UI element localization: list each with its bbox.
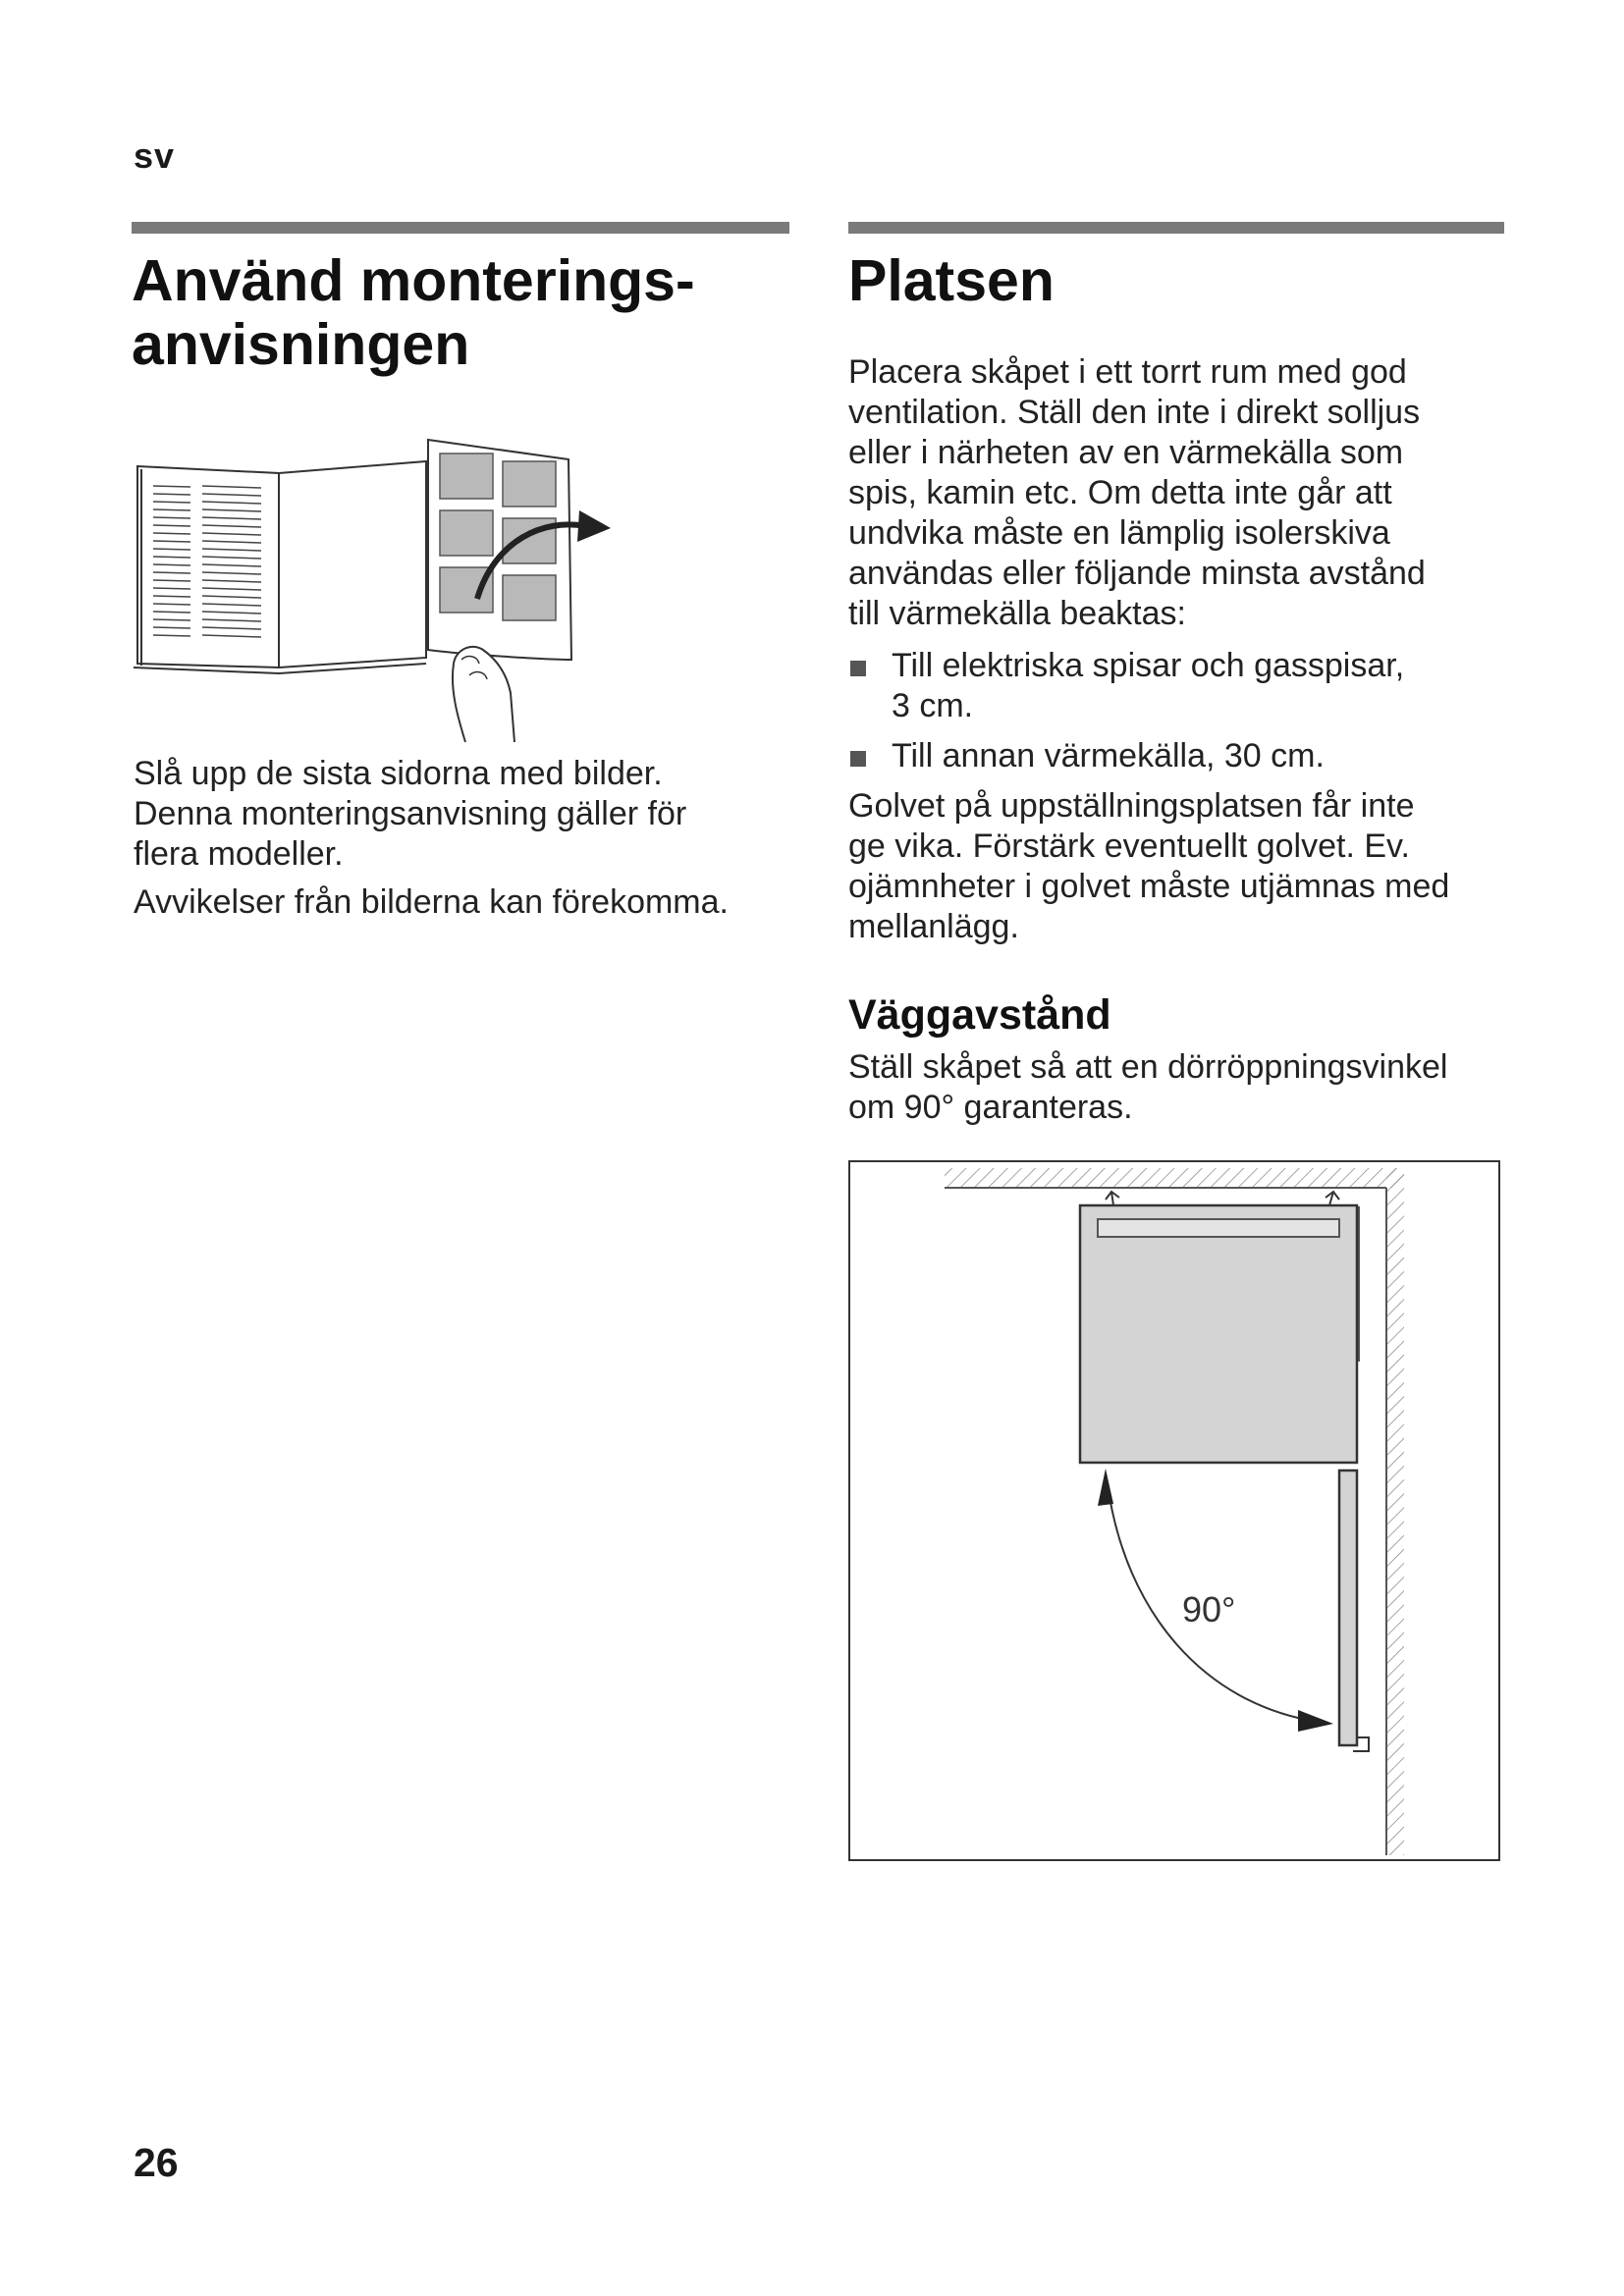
book-text-lines-icon — [153, 486, 261, 637]
open-manual-illustration — [132, 432, 623, 746]
bullet-square-icon — [850, 751, 866, 767]
intro-line: spis, kamin etc. Om detta inte går att — [848, 474, 1392, 511]
angle-label: 90° — [1182, 1589, 1236, 1629]
left-title — [132, 249, 799, 377]
language-code: sv — [134, 135, 176, 176]
right-column — [848, 249, 1516, 1128]
left-paragraph-1 — [134, 754, 801, 875]
floor-line: Golvet på uppställningsplatsen får inte — [848, 787, 1415, 825]
hand-icon — [453, 647, 514, 742]
left-title-line1: Använd monterings- — [132, 248, 695, 313]
left-title-line2: anvisningen — [132, 312, 470, 377]
floor-line: ge vika. Förstärk eventuellt golvet. Ev. — [848, 828, 1410, 865]
intro-line: Placera skåpet i ett torrt rum med god — [848, 353, 1407, 391]
fridge-top-grille — [1098, 1219, 1339, 1237]
distance-list — [848, 646, 1516, 776]
intro-line: till värmekälla beaktas: — [848, 595, 1186, 632]
left-column — [132, 249, 799, 377]
right-title: Platsen — [848, 248, 1055, 313]
left-text-block — [134, 754, 801, 923]
book-outline-icon — [134, 461, 426, 673]
page-number: 26 — [134, 2140, 179, 2185]
left-para1-line2: Denna monteringsanvisning gäller för — [134, 795, 687, 832]
wall-right-hatch — [1386, 1168, 1404, 1855]
list-item-text: Till elektriska spisar och gasspisar, — [892, 647, 1405, 684]
floor-line: ojämnheter i golvet måste utjämnas med — [848, 868, 1450, 905]
wall-distance-heading: Väggavstånd — [848, 991, 1111, 1039]
intro-line: undvika måste en lämplig isolerskiva — [848, 514, 1390, 552]
left-paragraph-2: Avvikelser från bilderna kan förekomma. — [134, 883, 729, 921]
wall-distance-line: om 90° garanteras. — [848, 1089, 1133, 1126]
arrow-head-icon — [577, 510, 611, 542]
intro-line: ventilation. Ställ den inte i direkt solljus — [848, 394, 1421, 431]
floor-line: mellanlägg. — [848, 908, 1019, 945]
intro-line: användas eller följande minsta avstånd — [848, 555, 1426, 592]
list-item-text: 3 cm. — [892, 687, 974, 724]
open-door — [1339, 1470, 1357, 1745]
fridge-body — [1080, 1205, 1357, 1463]
list-item-text: Till annan värmekälla, 30 cm. — [892, 737, 1325, 774]
intro-paragraph — [848, 352, 1516, 634]
list-item — [848, 736, 1516, 776]
bullet-square-icon — [850, 661, 866, 676]
wall-top-hatch — [945, 1168, 1404, 1188]
list-item — [848, 646, 1516, 726]
section-rule-right — [848, 222, 1504, 234]
left-para1-line3: flera modeller. — [134, 835, 344, 873]
floor-paragraph — [848, 786, 1516, 947]
intro-line: eller i närheten av en värmekälla som — [848, 434, 1404, 471]
left-para1-line1: Slå upp de sista sidorna med bilder. — [134, 755, 663, 792]
door-angle-diagram — [848, 1160, 1500, 1861]
section-rule-left — [132, 222, 789, 234]
wall-distance-line: Ställ skåpet så att en dörröppningsvinkel — [848, 1048, 1448, 1086]
wall-distance-paragraph — [848, 1047, 1516, 1128]
